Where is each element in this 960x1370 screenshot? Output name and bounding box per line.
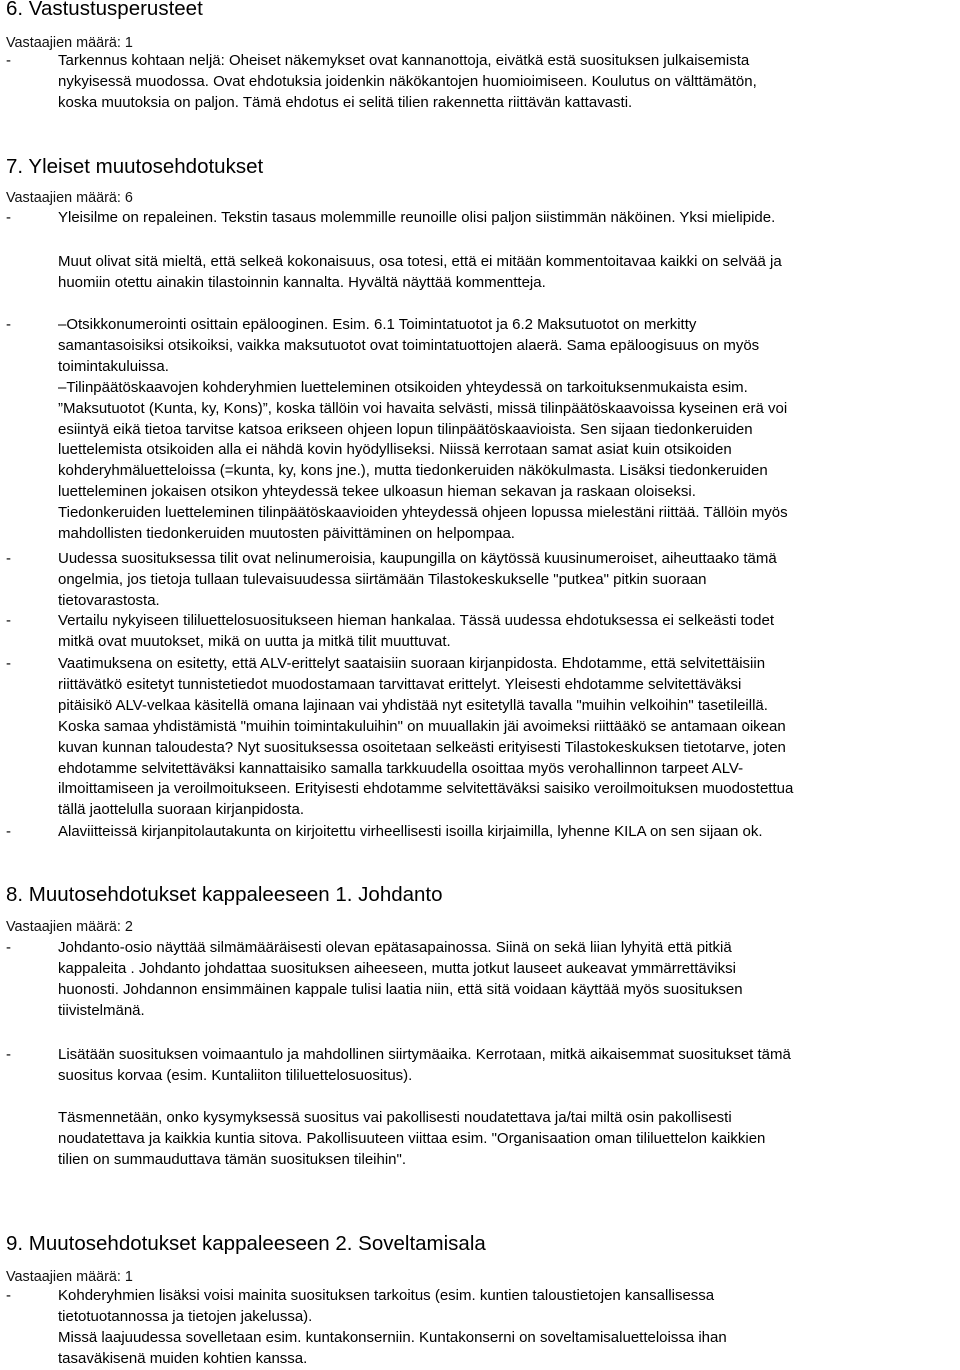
section-7-item-7: Alaviitteissä kirjanpitolautakunta on kirjoitettu virheellisesti isoilla kirjaimilla, lyhenne KILA on sen sijaan ok.: [58, 823, 763, 840]
section-7-respondent-count: Vastaajien määrä: 6: [6, 190, 133, 206]
section-6-item-1: Tarkennus kohtaan neljä: Oheiset näkemykset ovat kannanottoja, eivätkä estä suosituksen julkaisemista nykyisessä muodossa. Ovat ehdotuksia joidenkin näkökantojen huomioimiseen. Koulutus on välttämätön, koska muutoksia on paljon. Tämä ehdotus ei selitä tilien rakennetta riittävän kattavasti.: [58, 52, 757, 111]
bullet-dash: -: [6, 823, 11, 840]
section-9-heading: 9. Muutosehdotukset kappaleeseen 2. Soveltamisala: [6, 1232, 486, 1255]
bullet-dash: -: [6, 52, 11, 69]
section-8-item-3: Täsmennetään, onko kysymyksessä suositus vai pakollisesti noudatettava ja/tai miltä osin pakollisesti noudatettava ja kaikkia kuntia sitova. Pakollisuuteen viittaa esim. "Organisaation oman tililuettelon kaikkien tilien on summauduttava tämän suosituksen tileihin".: [58, 1109, 766, 1168]
section-8-item-2: Lisätään suosituksen voimaantulo ja mahdollinen siirtymäaika. Kerrotaan, mitkä aikaisemmat suositukset tämä suositus korvaa (esim. Kuntaliiton tililuettelosuositus).: [58, 1046, 791, 1084]
section-7-item-4: Uudessa suosituksessa tilit ovat nelinumeroisia, kaupungilla on käytössä kuusinumeroiset, aiheuttaako tämä ongelmia, jos tietoja tullaan tulevaisuudessa siirtämään Tilastokeskukselle "putkea" pitkin suoraan tietovarastosta.: [58, 550, 777, 609]
bullet-dash: -: [6, 939, 11, 956]
section-9-item-1: Kohderyhmien lisäksi voisi mainita suosituksen tarkoitus (esim. kuntien taloustietojen kansallisessa tietotuotannossa ja tietojen jakelussa). Missä laajuudessa sovelletaan esim. kuntakonserniin. Kuntakonserni on soveltamisaluetteloissa ihan tasaväkisenä muiden kohtien kanssa.: [58, 1287, 727, 1367]
section-7-item-6: Vaatimuksena on esitetty, että ALV-erittelyt saataisiin suoraan kirjanpidosta. Ehdotamme, että selvitettäisiin riittävätkö esitetyt tunnistetiedot muodostamaan tarvittavat erittelyt. Yleisesti ehdotamme selvitettäväksi pitäisikö ALV-velkaa käsitellä omana lajinaan vai yhdistää nyt esitetyllä tavalla "muihin velkoihin" tasetileillä. Koska samaa yhdistämistä "muihin toimintakuluihin" on muuallakin jäi avoimeksi riittääkö se antamaan oikean kuvan kunnan taloudesta? Nyt suosituksessa osoitetaan selkeästi erityisesti Tilastokeskuksen tietotarve, joten ehdotamme selvitettäväksi kannattaisiko samalla tarkkuudella osoittaa myös verohallinnon tarpeet ALV- ilmoittamiseen ja veroilmoitukseen. Erityisesti ehdotamme selvitettäväksi saisiko veroilmoituksen muodostettua tällä jaottelulla suoraan kirjanpidosta.: [58, 655, 794, 819]
section-7-item-2: Muut olivat sitä mieltä, että selkeä kokonaisuus, osa totesi, että ei mitään kommentoitavaa kaikki on selvää ja huomiin otettu ainakin tilastoinnin kannalta. Hyvältä näyttää kommentteja.: [58, 253, 782, 291]
section-7-heading: 7. Yleiset muutosehdotukset: [6, 155, 264, 178]
bullet-dash: -: [6, 550, 11, 567]
bullet-dash: -: [6, 655, 11, 672]
section-7-item-1: Yleisilme on repaleinen. Tekstin tasaus molemmille reunoille olisi paljon siistimmän näköinen. Yksi mielipide.: [58, 209, 776, 226]
section-9-respondent-count: Vastaajien määrä: 1: [6, 1269, 133, 1285]
bullet-dash: -: [6, 1287, 11, 1304]
section-8-item-1: Johdanto-osio näyttää silmämääräisesti olevan epätasapainossa. Siinä on sekä liian lyhyitä että pitkiä kappaleita . Johdanto johdattaa suosituksen aiheeseen, mutta jotkut lauseet aukeavat ymmärrettäviksi huonosti. Johdannon ensimmäinen kappale tulisi laatia niin, että sitä voidaan käyttää myös suosituksen tiivistelmänä.: [58, 939, 743, 1019]
section-8-respondent-count: Vastaajien määrä: 2: [6, 919, 133, 935]
section-8-heading: 8. Muutosehdotukset kappaleeseen 1. Johdanto: [6, 883, 443, 906]
bullet-dash: -: [6, 209, 11, 226]
bullet-dash: -: [6, 612, 11, 629]
section-7-item-5: Vertailu nykyiseen tililuettelosuositukseen hieman hankalaa. Tässä uudessa ehdotuksessa ei selkeästi todet mitkä ovat muutokset, mikä on uutta ja mitkä tilit muuttuvat.: [58, 612, 774, 650]
bullet-dash: -: [6, 1046, 11, 1063]
section-6-heading: 6. Vastustusperusteet: [6, 0, 203, 20]
section-6-respondent-count: Vastaajien määrä: 1: [6, 35, 133, 51]
section-7-item-3: –Otsikkonumerointi osittain epälooginen. Esim. 6.1 Toimintatuotot ja 6.2 Maksutuotot on merkitty samantasoisiksi otsikoiksi, vaikka maksutuotot ovat toimintatuottojen alaerä. Sama epäloogisuus on myös toimintakuluissa. –Tilinpäätöskaavojen kohderyhmien luetteleminen otsikoiden yhteydessä on tarkoituksenmukaista esim. ”Maksutuotot (Kunta, ky, Kons)”, koska tällöin voi havaita selvästi, missä tilinpäätöskaavoissa kyseinen erä voi esiintyä eikä tietoa tarvitse katsoa erikseen ohjeen lopun tilinpäätöskaavioista. Sen sijaan tiedonkeruiden luettelemista otsikoiden alla ei nähdä kovin hyödylliseksi. Niissä kerrotaan samat asiat kuin otsikoiden kohderyhmäluetteloissa (=kunta, ky, kons jne.), mutta tiedonkeruiden näkökulmasta. Lisäksi tiedonkeruiden luetteleminen jokaisen otsikon yhteydessä tekee ulkoasun hieman sekavan ja raskaan oloiseksi. Tiedonkeruiden luetteleminen tilinpäätöskaavioiden yhteydessä ohjeen lopussa mielestäni riittää. Tällöin myös mahdollisten tiedonkeruiden muutosten päivittäminen on helpompaa.: [58, 316, 788, 543]
bullet-dash: -: [6, 316, 11, 333]
